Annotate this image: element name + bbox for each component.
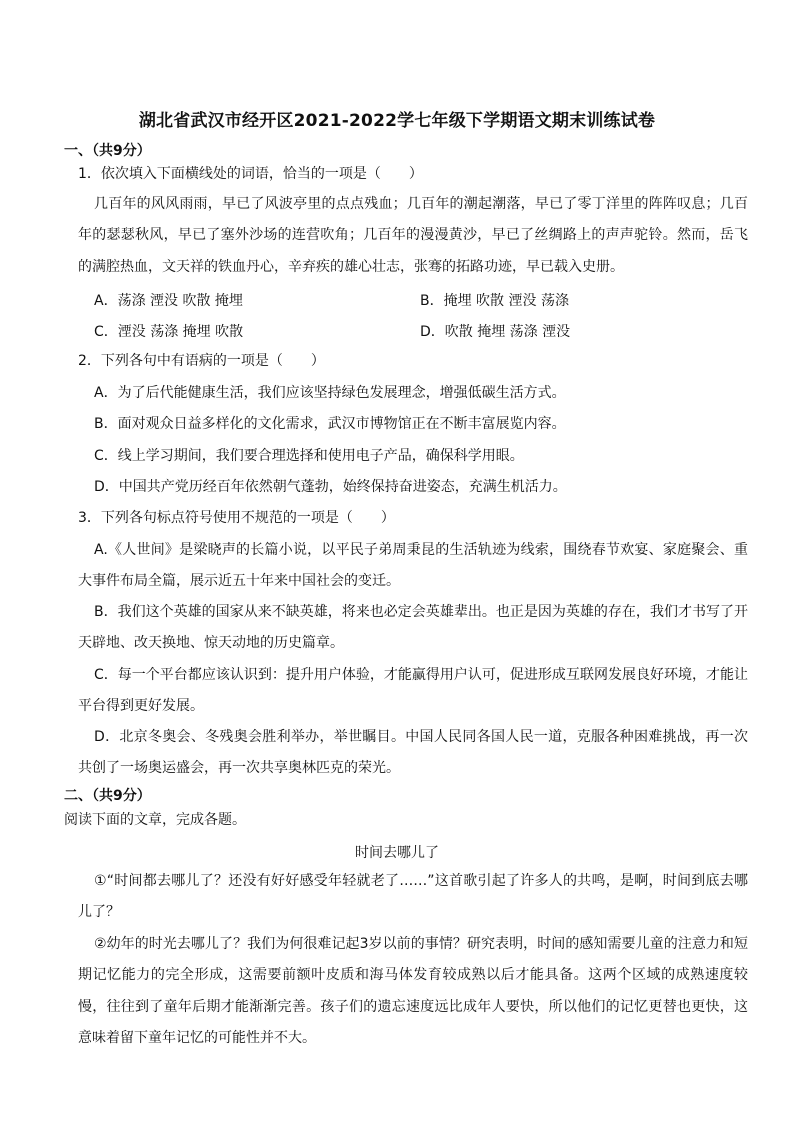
q3-option-b: B．我们这个英雄的国家从来不缺英雄，将来也必定会英雄辈出。也正是因为英雄的存在，我们才书写了开天辟地、改天换地、惊天动地的历史篇章。 — [78, 604, 748, 652]
q1-option-b: B．掩埋 吹散 湮没 荡涤 — [420, 293, 569, 309]
section2-heading: 二、（共9分） — [64, 788, 151, 804]
q3-stem: 3．下列各句标点符号使用不规范的一项是（ ） — [78, 510, 395, 526]
q2-option-b: B．面对观众日益多样化的文化需求，武汉市博物馆正在不断丰富展览内容。 — [94, 416, 566, 432]
article-title: 时间去哪儿了 — [355, 845, 439, 861]
q2-option-c: C．线上学习期间，我们要合理选择和使用电子产品，确保科学用眼。 — [94, 448, 524, 464]
q1-option-c: C．湮没 荡涤 掩埋 吹散 — [94, 324, 244, 340]
article-paragraph-2: ②幼年的时光去哪儿了？我们为何很难记起3岁以前的事情？研究表明，时间的感知需要儿童的注意力和短期记忆能力的完全形成，这需要前额叶皮质和海马体发育较成熟以后才能具备。这两个区域的成熟速度较慢，往往到了童年后期才能渐渐完善。孩子们的遗忘速度远比成年人要快，所以他们的记忆更替也更快，这意味着留下童年记忆的可能性并不大。 — [78, 936, 748, 1047]
section1-heading: 一、（共9分） — [64, 143, 151, 159]
q3-option-d: D．北京冬奥会、冬残奥会胜利举办，举世瞩目。中国人民同各国人民一道，克服各种困难挑战，再一次共创了一场奥运盛会，再一次共享奥林匹克的荣光。 — [78, 729, 748, 777]
q2-option-a: A．为了后代能健康生活，我们应该坚持绿色发展理念，增强低碳生活方式。 — [94, 385, 566, 401]
q3-option-a: A.《人世间》是梁晓声的长篇小说，以平民子弟周秉昆的生活轨迹为线索，围绕春节欢宴、家庭聚会、重大事件布局全篇，展示近五十年来中国社会的变迁。 — [78, 542, 748, 590]
q3-option-c: C．每一个平台都应该认识到：提升用户体验，才能赢得用户认可，促进形成互联网发展良好环境，才能让平台得到更好发展。 — [78, 667, 748, 715]
q1-option-d: D．吹散 掩埋 荡涤 湮没 — [420, 324, 571, 340]
article-paragraph-1: ①“时间都去哪儿了？还没有好好感受年轻就老了……”这首歌引起了许多人的共鸣，是啊，时间到底去哪儿了？ — [78, 873, 748, 921]
q2-option-d: D．中国共产党历经百年依然朝气蓬勃，始终保持奋进姿态，充满生机活力。 — [94, 479, 567, 495]
q1-passage: 几百年的风风雨雨，早已了风波亭里的点点残血；几百年的潮起潮落，早已了零丁洋里的阵阵叹息；几百年的瑟瑟秋风，早已了塞外沙场的连营吹角；几百年的漫漫黄沙，早已了丝绸路上的声声驼铃。然而，岳飞的满腔热血，文天祥的铁血丹心，辛弃疾的雄心壮志，张骞的拓路功迹，早已载入史册。 — [78, 196, 748, 275]
exam-title: 湖北省武汉市经开区2021-2022学七年级下学期语文期末训练试卷 — [138, 111, 656, 131]
q2-stem: 2．下列各句中有语病的一项是（ ） — [78, 353, 325, 369]
q1-stem: 1．依次填入下面横线处的词语，恰当的一项是（ ） — [78, 166, 423, 182]
section2-instruction: 阅读下面的文章，完成各题。 — [64, 812, 246, 828]
q1-option-a: A．荡涤 湮没 吹散 掩埋 — [94, 293, 243, 309]
